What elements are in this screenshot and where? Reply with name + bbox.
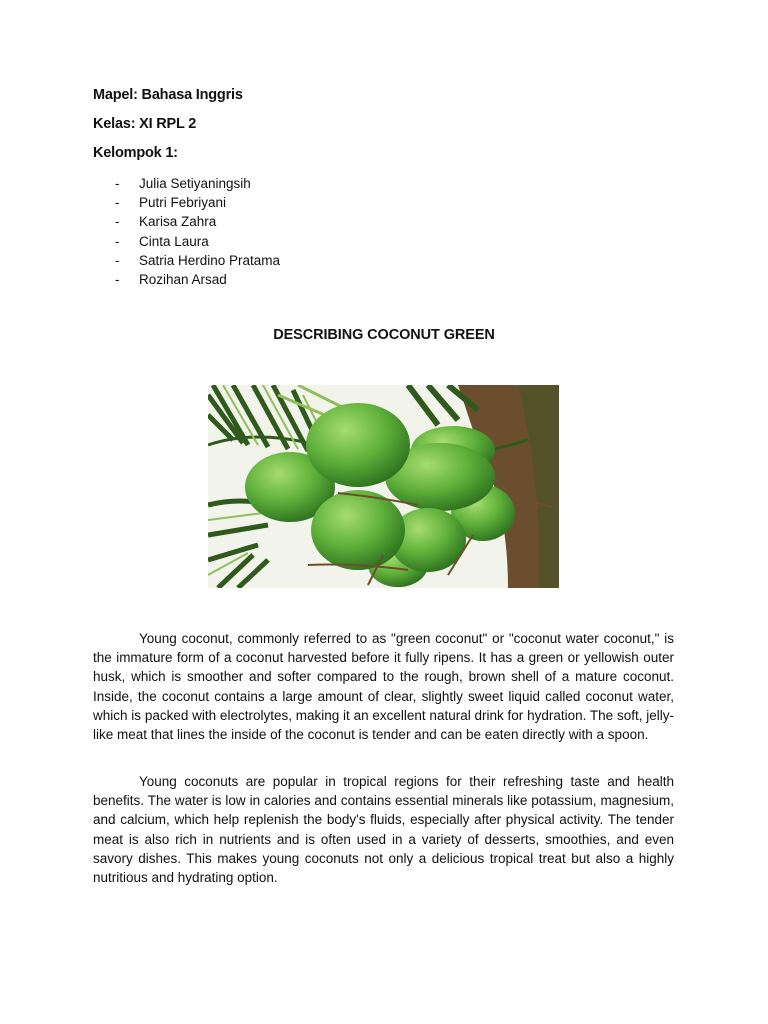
member-name: Karisa Zahra (139, 214, 217, 230)
list-bullet: - (115, 214, 120, 230)
member-name: Putri Febriyani (139, 195, 227, 211)
paragraph-intro: Young coconut, commonly referred to as "green coconut" or "coconut water coconut," is the immature form of a coconut harvested before it fully ripens. It has a green or yellowish outer husk, which is smoother and softer compared to the rough, brown shell of a mature coconut. Inside, the coconut contains a large amount of clear, slightly sweet liquid called coconut water, which is packed with electrolytes, making it an excellent natural drink for hydration. The soft, jelly-like meat that lines the inside of the coconut is tender and can be eaten directly with a spoon. (93, 631, 674, 743)
member-name: Cinta Laura (139, 233, 209, 249)
subject-line: Mapel: Bahasa Inggris (93, 87, 243, 103)
list-bullet: - (115, 176, 120, 191)
coconut-photo (208, 385, 559, 588)
list-bullet: - (115, 233, 120, 249)
member-name: Satria Herdino Pratama (139, 252, 281, 268)
class-line: Kelas: XI RPL 2 (93, 116, 197, 132)
document-title: DESCRIBING COCONUT GREEN (273, 327, 495, 343)
coconut-illustration (208, 385, 559, 588)
list-bullet: - (115, 195, 120, 211)
member-name: Rozihan Arsad (139, 271, 227, 287)
group-line: Kelompok 1: (93, 145, 178, 161)
list-bullet: - (115, 252, 120, 268)
paragraph-benefits: Young coconuts are popular in tropical regions for their refreshing taste and health benefits. The water is low in calories and contains essential minerals like potassium, magnesium, and calcium, which help replenish the body's fluids, especially after physical activity. The tender meat is also rich in nutrients and is often used in a variety of desserts, smoothies, and even savory dishes. This makes young coconuts not only a delicious tropical treat but also a highly nutritious and hydrating option. (93, 774, 674, 886)
coconut (311, 490, 405, 570)
list-bullet: - (115, 271, 120, 287)
member-name: Julia Setiyaningsih (139, 176, 251, 191)
coconut (306, 403, 410, 487)
